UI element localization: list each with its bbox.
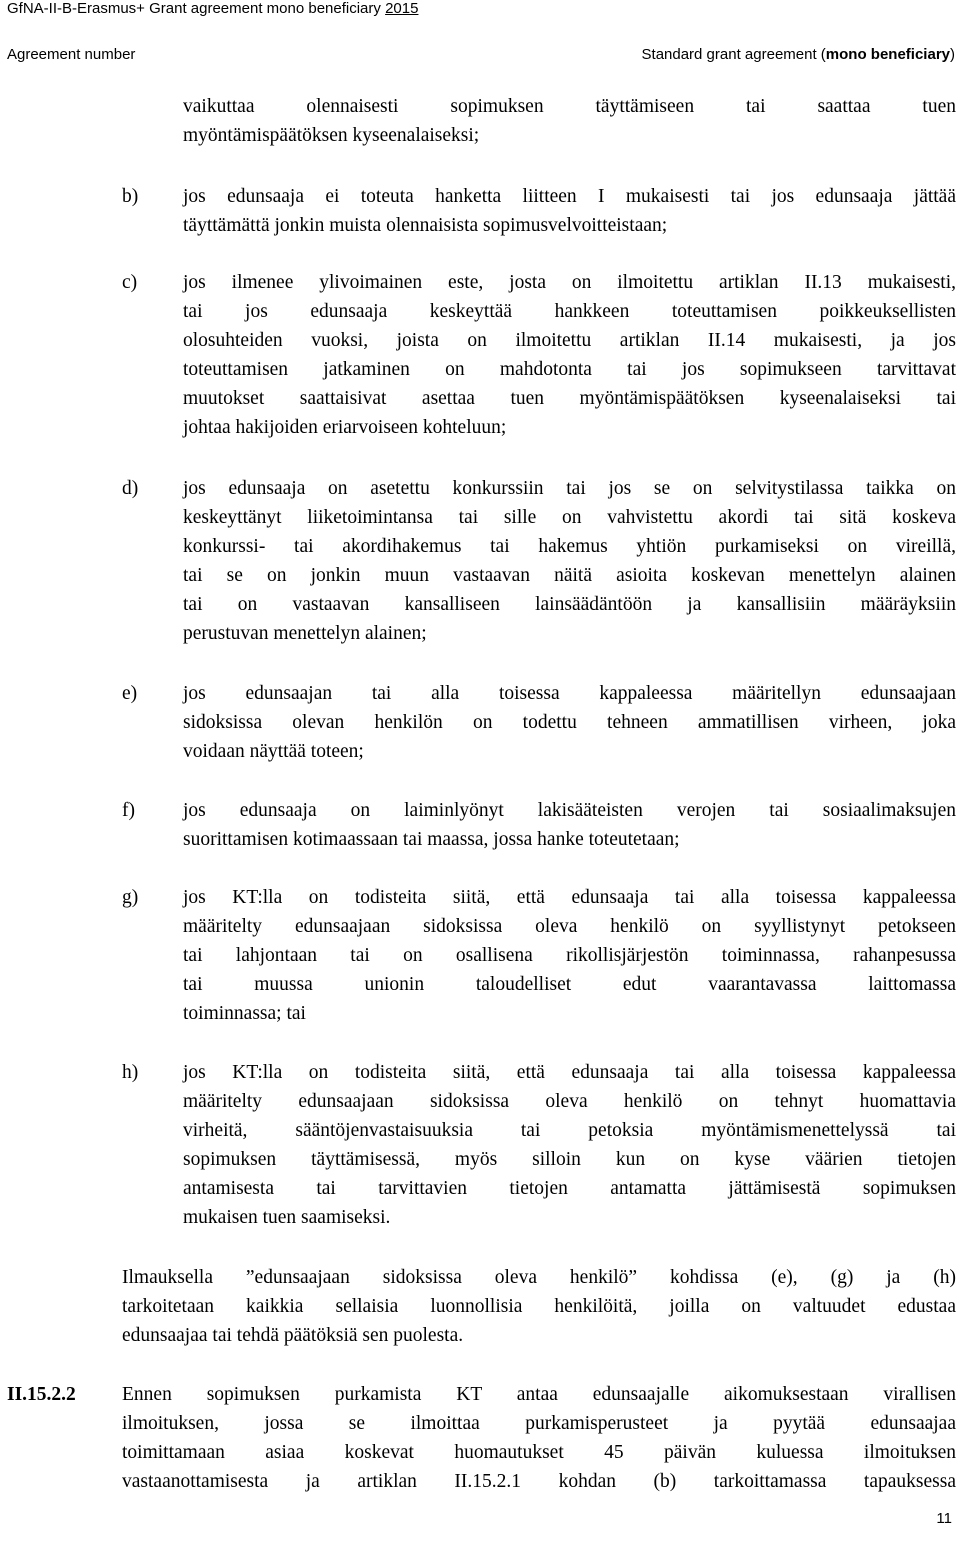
- text-line: jos edunsaaja ei toteuta hanketta liitteen I mukaisesti tai jos edunsaaja jättää: [183, 186, 956, 207]
- text-line: tai on vastaavan kansalliseen lainsäädäntöön ja kansallisiin määräyksiin: [183, 594, 956, 615]
- document-header-title: [7, 0, 418, 17]
- list-marker-d: d): [122, 478, 139, 499]
- agreement-number-label: Agreement number: [7, 46, 136, 63]
- agreement-type-bold: mono beneficiary: [825, 46, 950, 63]
- text-line: jos edunsaaja on asetettu konkurssiin tai jos se on selvitystilassa taikka on: [183, 478, 956, 499]
- text-line: jos edunsaaja on laiminlyönyt lakisääteisten verojen tai sosiaalimaksujen: [183, 800, 956, 821]
- list-item-d: [183, 474, 956, 648]
- list-marker-f: f): [122, 800, 135, 821]
- text-line: toimittamaan asiaa koskevat huomautukset 45 päivän kuluessa ilmoituksen: [122, 1442, 956, 1463]
- text-line: konkurssi- tai akordihakemus tai hakemus yhtiön purkamiseksi on vireillä,: [183, 536, 956, 557]
- text-line: jos ilmenee ylivoimainen este, josta on ilmoitettu artiklan II.13 mukaisesti,: [183, 272, 956, 293]
- item-a-continuation: [183, 92, 956, 150]
- text-line: edunsaajaa tai tehdä päätöksiä sen puolesta.: [122, 1325, 464, 1346]
- text-line: ilmoituksen, jossa se ilmoittaa purkamisperusteet ja pyytää edunsaajaa: [122, 1413, 956, 1434]
- list-marker-e: e): [122, 683, 138, 704]
- text-line: Ennen sopimuksen purkamista KT antaa edunsaajalle aikomuksestaan virallisen: [122, 1384, 956, 1405]
- text-line: antamisesta tai tarvittavien tietojen antamatta jättämisestä sopimuksen: [183, 1178, 956, 1199]
- text-line: määritelty edunsaajaan sidoksissa oleva henkilö on tehnyt huomattavia: [183, 1091, 956, 1112]
- list-item-e: [183, 679, 956, 766]
- list-item-f: [183, 796, 956, 854]
- agreement-type-suffix: ): [950, 46, 955, 63]
- text-line: keskeyttänyt liiketoimintansa tai sille on vahvistettu akordi tai sitä koskeva: [183, 507, 956, 528]
- text-line: tai jos edunsaaja keskeyttää hankkeen toteuttamisen poikkeuksellisten: [183, 301, 956, 322]
- agreement-type-label: [642, 46, 955, 63]
- text-line: jos KT:lla on todisteita siitä, että edunsaaja tai alla toisessa kappaleessa: [183, 887, 956, 908]
- text-line: sopimuksen täyttämisessä, myös silloin kun on kyse väärien tietojen: [183, 1149, 956, 1170]
- text-line: muutokset saattaisivat asettaa tuen myöntämispäätöksen kyseenalaiseksi tai: [183, 388, 956, 409]
- text-line: olosuhteiden vuoksi, joista on ilmoitettu artiklan II.14 mukaisesti, ja jos: [183, 330, 956, 351]
- header-title-prefix: GfNA-II-B-Erasmus+ Grant agreement mono beneficiary: [7, 0, 381, 17]
- list-item-c: [183, 268, 956, 442]
- text-line: toiminnassa; tai: [183, 1003, 306, 1024]
- definition-paragraph: [122, 1263, 956, 1350]
- text-line: vastaanottamisesta ja artiklan II.15.2.1 kohdan (b) tarkoittamassa tapauksessa: [122, 1471, 956, 1492]
- list-item-g: [183, 883, 956, 1028]
- text-line: tarkoitetaan kaikkia sellaisia luonnollisia henkilöitä, joilla on valtuudet edustaa: [122, 1296, 956, 1317]
- list-marker-g: g): [122, 887, 139, 908]
- text-line: määritelty edunsaajaan sidoksissa oleva henkilö on syyllistynyt petokseen: [183, 916, 956, 937]
- text-line: Ilmauksella ”edunsaajaan sidoksissa oleva henkilö” kohdissa (e), (g) ja (h): [122, 1267, 956, 1288]
- list-item-h: [183, 1058, 956, 1232]
- section-paragraph: [122, 1380, 956, 1496]
- text-line: tai se on jonkin muun vastaavan näitä asioita koskevan menettelyn alainen: [183, 565, 956, 586]
- text-line: vaikuttaa olennaisesti sopimuksen täyttämiseen tai saattaa tuen: [183, 96, 956, 117]
- text-line: sidoksissa olevan henkilön on todettu tehneen ammatillisen virheen, joka: [183, 712, 956, 733]
- agreement-type-prefix: Standard grant agreement (: [641, 46, 826, 63]
- page-number: 11: [936, 1510, 952, 1527]
- text-line: voidaan näyttää toteen;: [183, 741, 364, 762]
- text-line: täyttämättä jonkin muista olennaisista sopimusvelvoitteistaan;: [183, 215, 668, 236]
- list-marker-c: c): [122, 272, 138, 293]
- text-line: myöntämispäätöksen kyseenalaiseksi;: [183, 125, 480, 146]
- text-line: mukaisen tuen saamiseksi.: [183, 1207, 391, 1228]
- list-item-b: [183, 182, 956, 240]
- text-line: tai muussa unionin taloudelliset edut vaarantavassa laittomassa: [183, 974, 956, 995]
- text-line: perustuvan menettelyn alainen;: [183, 623, 427, 644]
- text-line: suorittamisen kotimaassaan tai maassa, jossa hanke toteutetaan;: [183, 829, 680, 850]
- text-line: tai lahjontaan tai on osallisena rikollisjärjestön toiminnassa, rahanpesussa: [183, 945, 956, 966]
- header-title-year: 2015: [385, 0, 419, 17]
- text-line: johtaa hakijoiden eriarvoiseen kohteluun;: [183, 417, 507, 438]
- list-marker-b: b): [122, 186, 139, 207]
- text-line: toteuttamisen jatkaminen on mahdotonta tai jos sopimukseen tarvittavat: [183, 359, 956, 380]
- list-marker-h: h): [122, 1062, 139, 1083]
- section-number: II.15.2.2: [7, 1384, 76, 1405]
- text-line: jos KT:lla on todisteita siitä, että edunsaaja tai alla toisessa kappaleessa: [183, 1062, 956, 1083]
- text-line: jos edunsaajan tai alla toisessa kappaleessa määritellyn edunsaajaan: [183, 683, 956, 704]
- text-line: virheitä, sääntöjenvastaisuuksia tai petoksia myöntämismenettelyssä tai: [183, 1120, 956, 1141]
